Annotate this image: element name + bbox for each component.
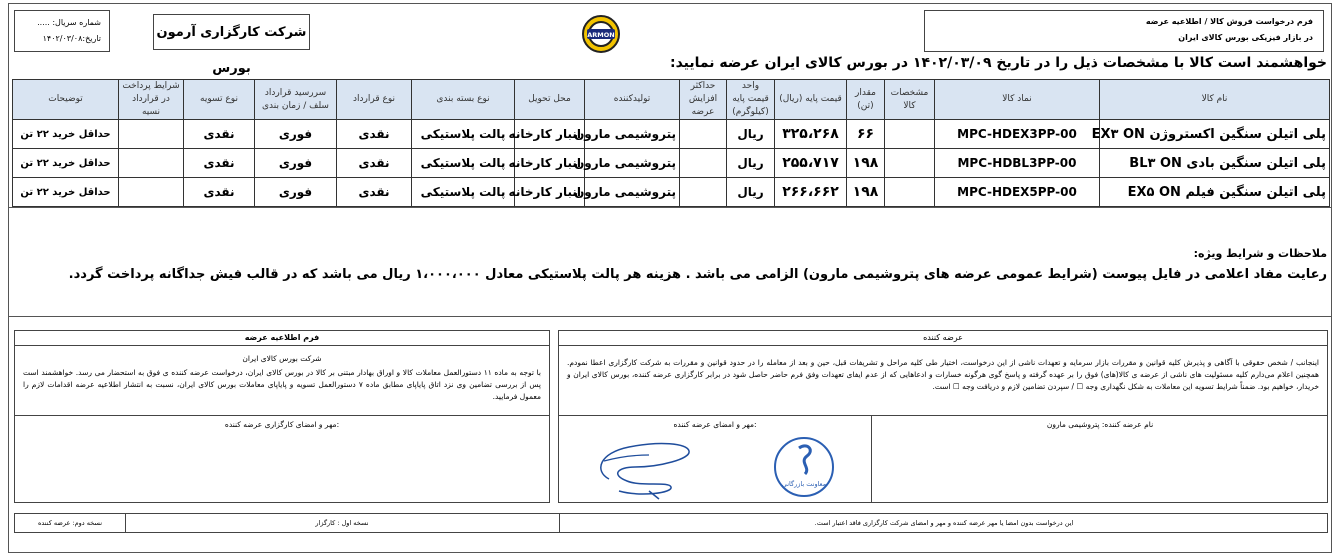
request-intro: خواهشمند است کالا با مشخصات ذیل را در تاریخ ۱۴۰۲/۰۳/۰۹ در بورس کالای ایران عرضه نمایید: (670, 55, 1327, 71)
cell-base-price: ۲۶۶،۶۶۲ (775, 178, 847, 207)
cell-settlement: نقدی (184, 149, 255, 178)
notes-title: ملاحظات و شرایط ویژه: (1193, 247, 1327, 260)
cell-product-name: پلی اتیلن سنگین بادی BL۳ ON (1100, 149, 1330, 178)
divider (8, 207, 1332, 208)
supplier-declaration: اینجانب / شخص حقوقی با آگاهی و پذیرش کلیه قوانین و مقررات بازار سرمایه و تعهدات ناشی از این درخواست، اختیار طی کلیه مراحل و تشریفات قبل، حین و بعد از معامله را در حدود قوانین و مقررات به شرکت کارگزاری اعطا نمودم. همچنین اعلام می‌دارم کلیه مسئولیت های ناشی از عرضه ی کالا(های) فوق را بر عهده گرفته و پاسخ گوی هرگونه خسارات و ادعاهایی که از عدم ایفای تعهدات وفق فرم حاضر حاصل شود در برابر کارگزاری عرضه کننده، بورس کالای ایران و خریدار، خواهیم بود. ضمناً شرایط تسویه این معاملات به شکل نگهداری وجه ☐ / سپردن تضامین لازم و دریافت وجه ☐ است. (567, 358, 1319, 391)
cell-max-increase (680, 149, 727, 178)
cell-max-increase (680, 178, 727, 207)
col-header: نوع تسویه (184, 80, 255, 120)
cell-product-name: پلی اتیلن سنگین فیلم EX۵ ON (1100, 178, 1330, 207)
serial-number: شماره سریال: ..... (37, 18, 101, 27)
divider (559, 514, 560, 532)
cell-packaging: پالت پلاستیکی (412, 120, 515, 149)
table-row (13, 120, 1330, 149)
cell-price-unit: ریال (727, 178, 775, 207)
cell-credit-terms (119, 120, 184, 149)
goods-table (12, 79, 1330, 207)
cell-settlement: نقدی (184, 178, 255, 207)
armon-logo (581, 14, 621, 54)
col-header: مشخصات کالا (885, 80, 935, 120)
serial-date-box (14, 10, 110, 52)
divider (8, 316, 1332, 317)
cell-specs (885, 178, 935, 207)
copy-broker: نسخه اول : کارگزار (315, 519, 369, 527)
col-header: نام کالا (1100, 80, 1330, 120)
cell-description: حداقل خرید ۲۲ تن (13, 178, 119, 207)
offering-title: فرم اطلاعیه عرضه (15, 331, 549, 346)
supplier-title: عرضه کننده (559, 331, 1327, 346)
col-header: واحد قیمت پایه (کیلوگرم) (727, 80, 775, 120)
col-header: قیمت پایه (ریال) (775, 80, 847, 120)
cell-producer: پتروشیمی مارون (585, 120, 680, 149)
validity-note: این درخواست بدون امضا یا مهر عرضه کننده و مهر و امضای شرکت کارگزاری فاقد اعتبار است. (814, 519, 1074, 527)
table-row (13, 149, 1330, 178)
col-header: مقدار (تن) (847, 80, 885, 120)
footer-strip (14, 513, 1328, 533)
cell-producer: پتروشیمی مارون (585, 178, 680, 207)
cell-settlement: نقدی (184, 120, 255, 149)
form-date: تاریخ:۱۴۰۲/۰۳/۰۸ (42, 34, 101, 43)
col-header: شرایط پرداخت در قرارداد نسیه (119, 80, 184, 120)
offering-text: با توجه به ماده ۱۱ دستورالعمل معاملات کالا و اوراق بهادار مبتنی بر کالا در بورس کالای ایران، درخواست عرضه کننده ی فوق به استحضار می رسد. خواهشمند است پس از بررسی تضامین وی نزد اتاق پایاپای مطابق ماده ۷ دستورالعمل تسویه و پایاپای معاملات بورس کالای ایران، نسبت به انتشار اطلاعیه عرضه اقدامات لازم را معمول فرمایید. (23, 368, 541, 401)
offering-recipient: شرکت بورس کالای ایران (242, 354, 322, 363)
col-header: سررسید قرارداد سلف / زمان بندی (255, 80, 337, 120)
col-header: نوع بسته بندی (412, 80, 515, 120)
cell-contract-type: نقدی (337, 178, 412, 207)
supplier-signature (589, 431, 699, 501)
col-header: تولیدکننده (585, 80, 680, 120)
cell-symbol: MPC-HDEX3PP-00 (935, 120, 1100, 149)
cell-base-price: ۳۲۵،۲۶۸ (775, 120, 847, 149)
col-header: حداکثر افزایش عرضه (680, 80, 727, 120)
cell-price-unit: ریال (727, 120, 775, 149)
table-header-row (13, 80, 1330, 120)
cell-quantity: ۶۶ (847, 120, 885, 149)
cell-producer: پتروشیمی مارون (585, 149, 680, 178)
divider (871, 415, 872, 502)
stamp-text: معاونت بازرگانی (781, 480, 827, 488)
cell-credit-terms (119, 178, 184, 207)
cell-base-price: ۲۵۵،۷۱۷ (775, 149, 847, 178)
form-subtitle: در بازار فیزیکی بورس کالای ایران (1178, 33, 1313, 42)
cell-symbol: MPC-HDEX5PP-00 (935, 178, 1100, 207)
divider (125, 514, 126, 532)
divider (559, 415, 1327, 416)
col-header: نوع قرارداد (337, 80, 412, 120)
cell-credit-terms (119, 149, 184, 178)
cell-quantity: ۱۹۸ (847, 149, 885, 178)
cell-price-unit: ریال (727, 149, 775, 178)
cell-maturity: فوری (255, 149, 337, 178)
supplier-name: نام عرضه کننده: پتروشیمی مارون (1046, 420, 1154, 429)
supplier-section (558, 330, 1328, 503)
cell-packaging: پالت پلاستیکی (412, 178, 515, 207)
copy-supplier: نسخه دوم: عرضه کننده (37, 519, 103, 527)
cell-delivery: انبار کارخانه (515, 120, 585, 149)
cell-symbol: MPC-HDBL3PP-00 (935, 149, 1100, 178)
cell-contract-type: نقدی (337, 120, 412, 149)
cell-packaging: پالت پلاستیکی (412, 149, 515, 178)
logo-text: ARMON (587, 31, 615, 39)
cell-description: حداقل خرید ۲۲ تن (13, 149, 119, 178)
cell-max-increase (680, 120, 727, 149)
supplier-sign-label: مهر و امضای عرضه کننده: (673, 420, 757, 429)
divider (15, 415, 549, 416)
cell-contract-type: نقدی (337, 149, 412, 178)
cell-delivery: انبار کارخانه (515, 149, 585, 178)
cell-quantity: ۱۹۸ (847, 178, 885, 207)
table-row (13, 178, 1330, 207)
form-title-box (924, 10, 1324, 52)
cell-maturity: فوری (255, 120, 337, 149)
cell-product-name: پلی اتیلن سنگین اکستروژن EX۳ ON (1100, 120, 1330, 149)
company-stamp (771, 434, 837, 500)
broker-sign-label: مهر و امضای کارگزاری عرضه کننده: (224, 420, 340, 429)
cell-specs (885, 120, 935, 149)
cell-description: حداقل خرید ۲۲ تن (13, 120, 119, 149)
offering-notice-section (14, 330, 550, 503)
cell-maturity: فوری (255, 178, 337, 207)
broker-name: شرکت کارگزاری آرمون بورس (153, 14, 310, 50)
notes-body: رعایت مفاد اعلامی در فایل پیوست (شرایط عمومی عرضه های پتروشیمی مارون) الزامی می باشد . هزینه هر پالت پلاستیکی معادل ۱،۰۰۰،۰۰۰ ریال می باشد که در قالب فیش جداگانه پرداخت گردد. (68, 267, 1327, 282)
cell-delivery: انبار کارخانه (515, 178, 585, 207)
col-header: محل تحویل (515, 80, 585, 120)
cell-specs (885, 149, 935, 178)
form-title: فرم درخواست فروش کالا / اطلاعیه عرضه (1145, 17, 1313, 26)
col-header: توضیحات (13, 80, 119, 120)
col-header: نماد کالا (935, 80, 1100, 120)
